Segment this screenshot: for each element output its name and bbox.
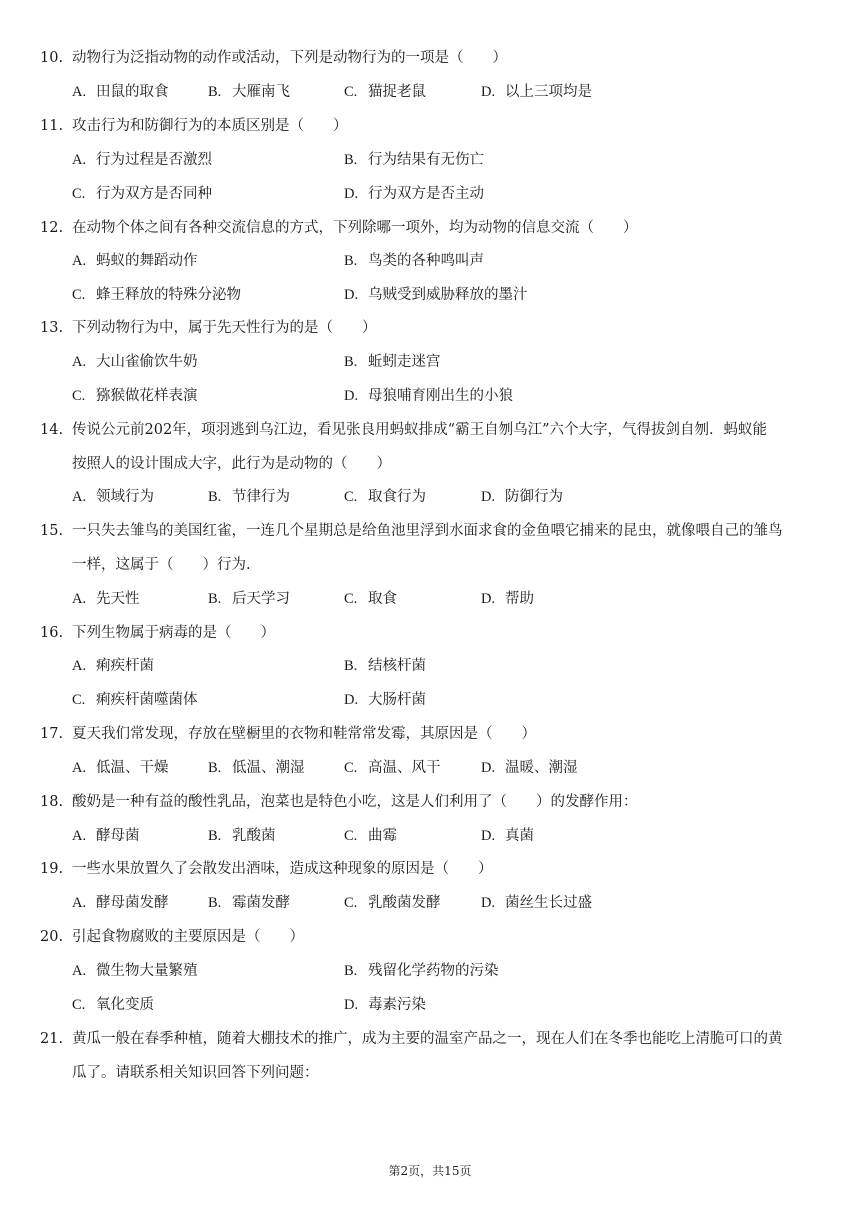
option-c: C. 猕猴做花样表演 <box>72 388 198 404</box>
question-number: 12. <box>40 220 64 236</box>
option-c: C. 氧化变质 <box>72 997 154 1013</box>
option-d: D. 母狼哺育刚出生的小狼 <box>344 388 513 404</box>
option-d: D. 毒素污染 <box>344 997 426 1013</box>
question-number: 19. <box>40 861 64 877</box>
option-a: A. 蚂蚁的舞蹈动作 <box>72 253 198 269</box>
option-c: C. 行为双方是否同种 <box>72 186 212 202</box>
question-text: 动物行为泛指动物的动作或活动，下列是动物行为的一项是（ ） <box>72 50 507 66</box>
option-d: D. 以上三项均是 <box>481 84 592 100</box>
question-number: 14. <box>40 422 64 438</box>
question-text: 一些水果放置久了会散发出酒味，造成这种现象的原因是（ ） <box>72 861 493 877</box>
option-c: C. 取食行为 <box>344 489 426 505</box>
question-text: 瓜了。请联系相关知识回答下列问题： <box>72 1065 319 1081</box>
option-d: D. 乌贼受到威胁释放的墨汁 <box>344 287 528 303</box>
option-b: B. 霉菌发酵 <box>208 895 290 911</box>
option-d: D. 真菌 <box>481 828 534 844</box>
option-b: B. 行为结果有无伤亡 <box>344 152 484 168</box>
option-a: A. 大山雀偷饮牛奶 <box>72 354 198 370</box>
question-text: 酸奶是一种有益的酸性乳品，泡菜也是特色小吃，这是人们利用了（ ）的发酵作用： <box>72 794 638 810</box>
option-b: B. 结核杆菌 <box>344 658 426 674</box>
option-a: A. 低温、干燥 <box>72 760 169 776</box>
question-text: 在动物个体之间有各种交流信息的方式，下列除哪一项外，均为动物的信息交流（ ） <box>72 220 638 236</box>
option-b: B. 后天学习 <box>208 591 290 607</box>
question-number: 15. <box>40 523 64 539</box>
question-text: 下列生物属于病毒的是（ ） <box>72 625 275 641</box>
option-d: D. 帮助 <box>481 591 534 607</box>
question-number: 11. <box>40 118 64 134</box>
question-text: 夏天我们常发现，存放在壁橱里的衣物和鞋常常发霉，其原因是（ ） <box>72 726 536 742</box>
option-d: D. 防御行为 <box>481 489 563 505</box>
option-a: A. 痢疾杆菌 <box>72 658 154 674</box>
question-number: 10. <box>40 50 64 66</box>
option-b: B. 蚯蚓走迷宫 <box>344 354 441 370</box>
question-number: 20. <box>40 929 64 945</box>
question-text: 黄瓜一般在春季种植，随着大棚技术的推广，成为主要的温室产品之一，现在人们在冬季也能吃上清脆可口的黄 <box>72 1031 783 1047</box>
option-c: C. 痢疾杆菌噬菌体 <box>72 692 198 708</box>
question-text: 一只失去雏鸟的美国红雀，一连几个星期总是给鱼池里浮到水面求食的金鱼喂它捕来的昆虫，就像喂自己的雏鸟 <box>72 523 783 539</box>
question-number: 21. <box>40 1031 64 1047</box>
question-number: 18. <box>40 794 64 810</box>
option-a: A. 先天性 <box>72 591 140 607</box>
option-c: C. 乳酸菌发酵 <box>344 895 441 911</box>
question-number: 13. <box>40 320 64 336</box>
option-c: C. 取食 <box>344 591 397 607</box>
option-d: D. 行为双方是否主动 <box>344 186 484 202</box>
option-a: A. 微生物大量繁殖 <box>72 963 198 979</box>
question-text: 传说公元前202年，项羽逃到乌江边，看见张良用蚂蚁排成“霸王自刎乌江”六个大字，气得拔剑自刎．蚂蚁能 <box>72 422 767 438</box>
option-a: A. 田鼠的取食 <box>72 84 169 100</box>
option-d: D. 大肠杆菌 <box>344 692 426 708</box>
option-c: C. 蜂王释放的特殊分泌物 <box>72 287 241 303</box>
option-a: A. 领域行为 <box>72 489 154 505</box>
option-a: A. 酵母菌发酵 <box>72 895 169 911</box>
option-a: A. 行为过程是否激烈 <box>72 152 212 168</box>
option-a: A. 酵母菌 <box>72 828 140 844</box>
option-b: B. 残留化学药物的污染 <box>344 963 499 979</box>
option-c: C. 高温、风干 <box>344 760 441 776</box>
question-number: 16. <box>40 625 64 641</box>
question-text: 引起食物腐败的主要原因是（ ） <box>72 929 304 945</box>
option-c: C. 曲霉 <box>344 828 397 844</box>
option-b: B. 鸟类的各种鸣叫声 <box>344 253 484 269</box>
question-text: 按照人的设计围成大字，此行为是动物的（ ） <box>72 456 391 472</box>
option-d: D. 菌丝生长过盛 <box>481 895 592 911</box>
question-text: 攻击行为和防御行为的本质区别是（ ） <box>72 118 348 134</box>
option-b: B. 大雁南飞 <box>208 84 290 100</box>
page-footer: 第2页，共15页 <box>388 1164 472 1178</box>
question-text: 下列动物行为中，属于先天性行为的是（ ） <box>72 320 377 336</box>
option-b: B. 低温、潮湿 <box>208 760 305 776</box>
option-b: B. 节律行为 <box>208 489 290 505</box>
option-b: B. 乳酸菌 <box>208 828 276 844</box>
option-d: D. 温暖、潮湿 <box>481 760 578 776</box>
question-text: 一样，这属于（ ）行为. <box>72 557 251 573</box>
question-number: 17. <box>40 726 64 742</box>
option-c: C. 猫捉老鼠 <box>344 84 426 100</box>
